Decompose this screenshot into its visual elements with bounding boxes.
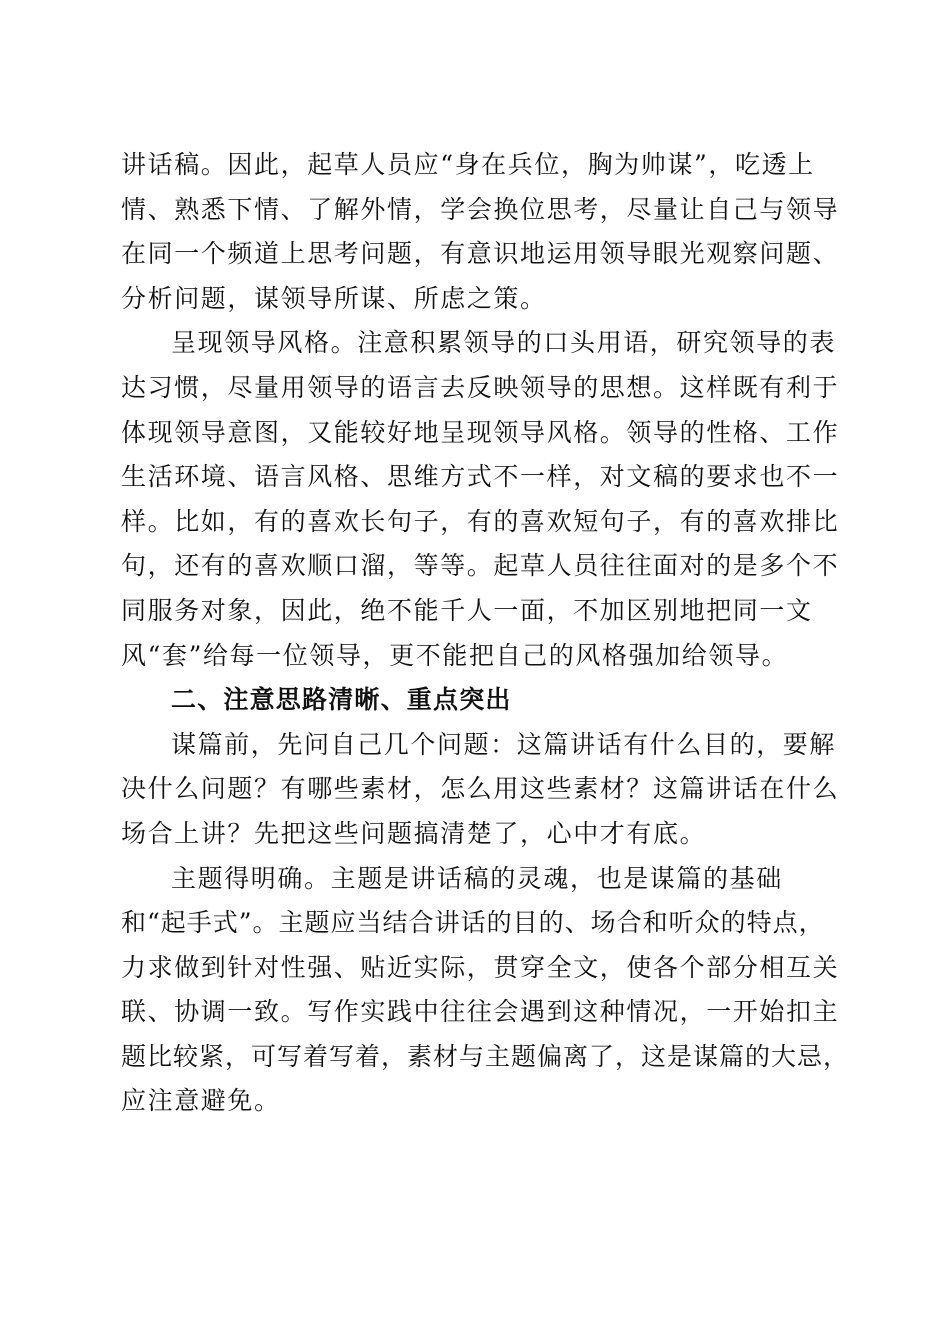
document-body — [121, 143, 850, 1124]
text-line: 生活环境、语言风格、思维方式不一样，对文稿的要求也不一 — [121, 462, 840, 492]
paragraph-first-line: 谋篇前，先问自己几个问题：这篇讲话有什么目的，要解 — [171, 729, 837, 759]
text-line: 决什么问题？有哪些素材，怎么用这些素材？这篇讲话在什么 — [121, 774, 840, 804]
text-line: 题比较紧，可写着写着，素材与主题偏离了，这是谋篇的大忌， — [121, 1041, 850, 1071]
text-line: 力求做到针对性强、贴近实际，贯穿全文，使各个部分相互关 — [121, 952, 840, 982]
paragraph-first-line: 主题得明确。主题是讲话稿的灵魂，也是谋篇的基础 — [171, 863, 783, 893]
text-line: 场合上讲？先把这些问题搞清楚了，心中才有底。 — [121, 818, 707, 848]
text-line: 分析问题，谋领导所谋、所虑之策。 — [121, 283, 547, 313]
text-line: 和“起手式”。主题应当结合讲话的目的、场合和听众的特点， — [121, 908, 825, 938]
text-line: 句，还有的喜欢顺口溜，等等。起草人员往往面对的是多个不 — [121, 551, 840, 581]
text-line: 在同一个频道上思考问题，有意识地运用领导眼光观察问题、 — [121, 239, 840, 269]
text-line: 同服务对象，因此，绝不能千人一面，不加区别地把同一文 — [121, 595, 813, 625]
text-line: 联、协调一致。写作实践中往往会遇到这种情况，一开始扣主 — [121, 997, 840, 1027]
text-line: 应注意避免。 — [121, 1086, 281, 1116]
text-line: 样。比如，有的喜欢长句子，有的喜欢短句子，有的喜欢排比 — [121, 506, 840, 536]
text-line: 讲话稿。因此，起草人员应“身在兵位，胸为帅谋”，吃透上 — [121, 150, 815, 179]
section-heading: 二、注意思路清晰、重点突出 — [171, 685, 512, 715]
paragraph-first-line: 呈现领导风格。注意积累领导的口头用语，研究领导的表 — [171, 328, 837, 358]
text-line: 达习惯，尽量用领导的语言去反映领导的思想。这样既有利于 — [121, 372, 840, 402]
text-line: 体现领导意图，又能较好地呈现领导风格。领导的性格、工作 — [121, 417, 840, 447]
text-line: 情、熟悉下情、了解外情，学会换位思考，尽量让自己与领导 — [121, 194, 840, 224]
text-line: 风“套”给每一位领导，更不能把自己的风格强加给领导。 — [121, 640, 789, 670]
